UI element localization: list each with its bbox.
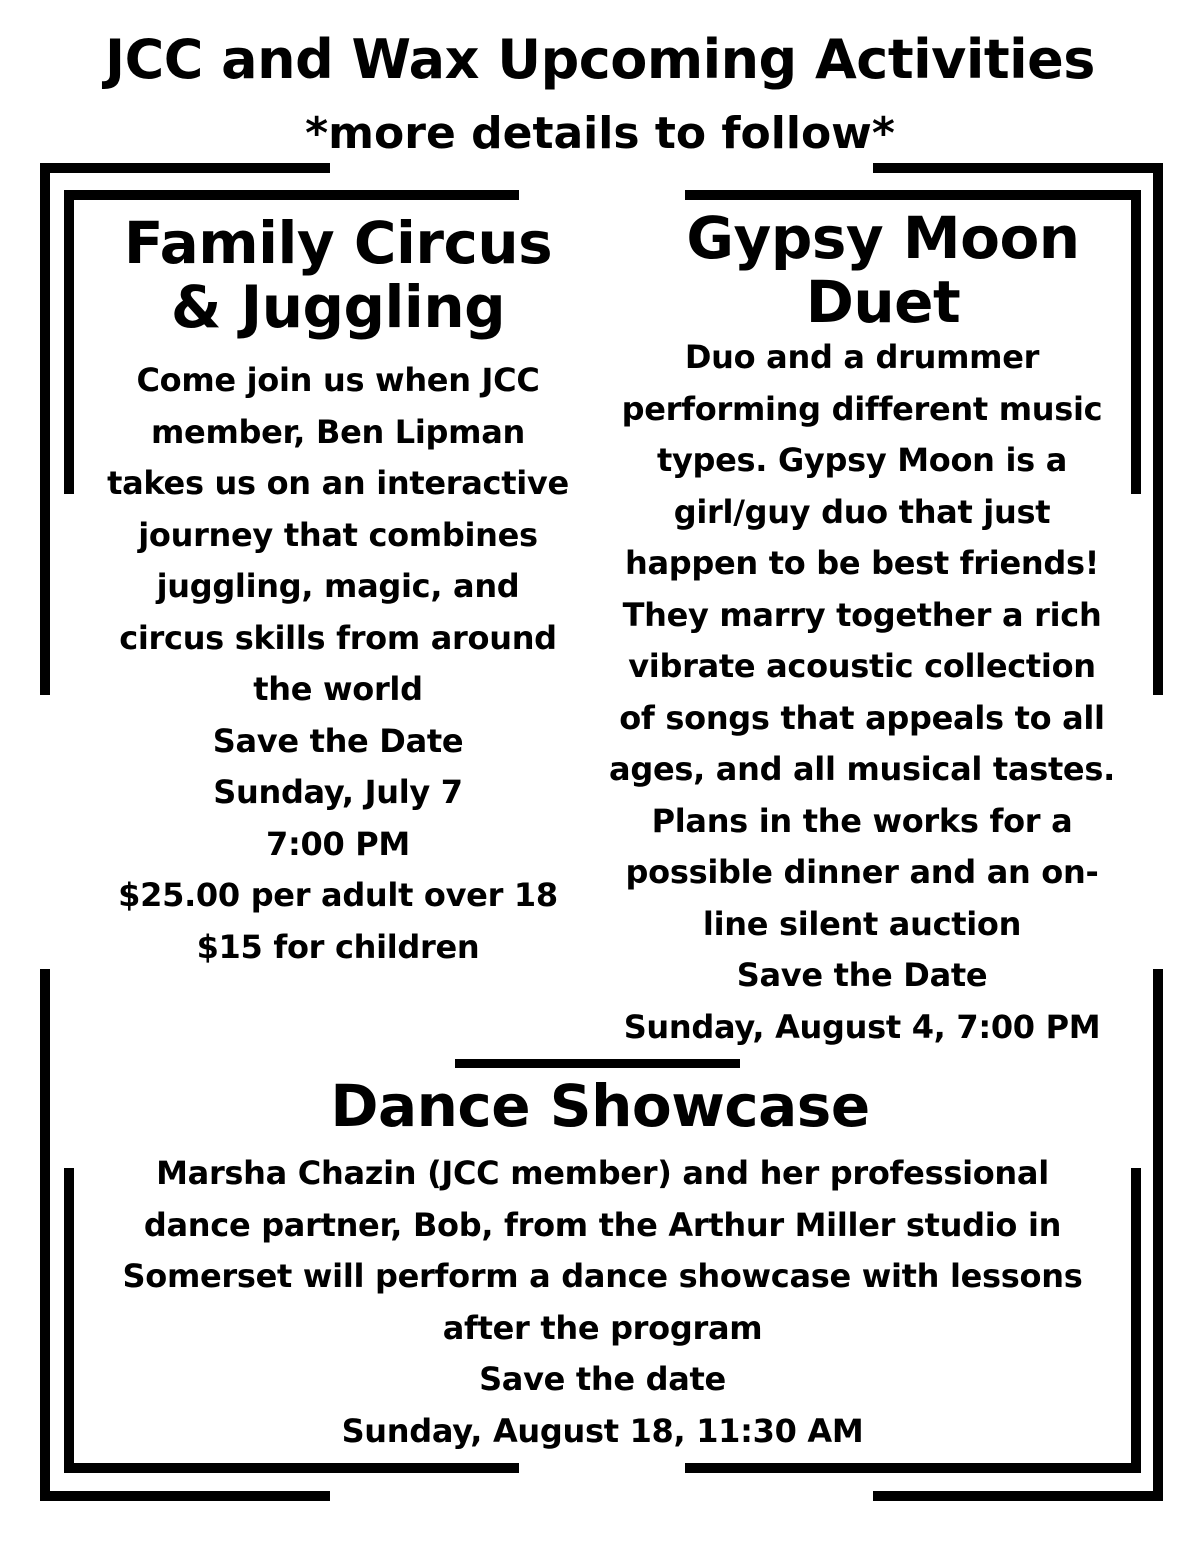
dance-showcase-body-line: after the program [442, 1308, 763, 1347]
family-circus-heading [58, 211, 618, 339]
gypsy-moon-body-line: Duo and a drummer [684, 338, 1040, 376]
gypsy-moon-body [572, 332, 1152, 1053]
gypsy-moon-body-line: happen to be best friends! [625, 544, 1099, 582]
family-circus-heading-line: Family Circus [123, 209, 553, 277]
gypsy-moon-body-line: Plans in the works for a [651, 801, 1073, 840]
frame-outer-bottom-right-vertical [1153, 969, 1163, 1501]
frame-inner-bottom-right-vertical [1131, 1168, 1141, 1473]
gypsy-moon-heading [583, 206, 1183, 334]
frame-outer-bottom-left-vertical [40, 969, 50, 1501]
family-circus-body-line: juggling, magic, and [156, 567, 520, 605]
family-circus-body-line: Come join us when JCC [136, 361, 540, 399]
gypsy-moon-body-line: vibrate acoustic collection [628, 647, 1096, 685]
frame-outer-bottom-left-horizontal [40, 1491, 330, 1501]
dance-showcase-body-line: Marsha Chazin (JCC member) and her professional [156, 1154, 1049, 1192]
dance-showcase-body-line: dance partner, Bob, from the Arthur Miller studio in [143, 1205, 1062, 1244]
family-circus-child-price: $15 for children [196, 927, 480, 966]
frame-outer-top-left-vertical [40, 163, 50, 695]
family-circus-heading-line: & Juggling [170, 273, 506, 341]
dance-showcase-date: Sunday, August 18, 11:30 AM [341, 1411, 864, 1450]
frame-inner-bottom-left-vertical [64, 1168, 74, 1473]
gypsy-moon-body-line: They marry together a rich [622, 595, 1102, 634]
dance-showcase-body [80, 1148, 1125, 1457]
frame-inner-top-right-horizontal [685, 190, 1141, 200]
family-circus-body-line: circus skills from around [119, 618, 557, 657]
family-circus-body-line: the world [253, 670, 423, 708]
page-title: JCC and Wax Upcoming Activities [105, 28, 1095, 91]
gypsy-moon-heading-line: Gypsy Moon [686, 204, 1080, 272]
gypsy-moon-body-line: ages, and all musical tastes. [609, 750, 1115, 788]
family-circus-body [58, 355, 618, 973]
dance-showcase-save-date: Save the date [479, 1360, 726, 1398]
gypsy-moon-body-line: of songs that appeals to all [619, 698, 1105, 737]
family-circus-body-line: member, Ben Lipman [151, 412, 525, 451]
family-circus-save-date: Save the Date [212, 721, 464, 760]
frame-middle-divider [455, 1059, 740, 1068]
frame-outer-top-right-horizontal [873, 163, 1163, 173]
frame-outer-bottom-right-horizontal [873, 1491, 1163, 1501]
frame-inner-bottom-right-horizontal [685, 1463, 1141, 1473]
family-circus-date: Sunday, July 7 [213, 773, 463, 811]
gypsy-moon-body-line: girl/guy duo that just [673, 492, 1051, 531]
frame-inner-bottom-left-horizontal [64, 1463, 519, 1473]
gypsy-moon-body-line: performing different music [621, 389, 1103, 428]
family-circus-adult-price: $25.00 per adult over 18 [118, 876, 558, 914]
gypsy-moon-body-line: possible dinner and an on- [625, 853, 1099, 891]
gypsy-moon-body-line: line silent auction [702, 904, 1022, 943]
dance-showcase-heading: Dance Showcase [330, 1072, 870, 1140]
family-circus-time: 7:00 PM [266, 824, 410, 863]
frame-outer-top-left-horizontal [40, 163, 330, 173]
gypsy-moon-heading-line: Duet [805, 268, 961, 336]
page-subtitle: *more details to follow* [305, 108, 895, 159]
gypsy-moon-save-date: Save the Date [736, 956, 988, 994]
dance-showcase-body-line: Somerset will perform a dance showcase with lessons [122, 1257, 1083, 1295]
frame-inner-top-left-horizontal [64, 190, 519, 200]
family-circus-body-line: takes us on an interactive [107, 464, 569, 502]
family-circus-body-line: journey that combines [138, 515, 538, 554]
gypsy-moon-body-line: types. Gypsy Moon is a [656, 441, 1068, 479]
gypsy-moon-date: Sunday, August 4, 7:00 PM [623, 1007, 1101, 1046]
